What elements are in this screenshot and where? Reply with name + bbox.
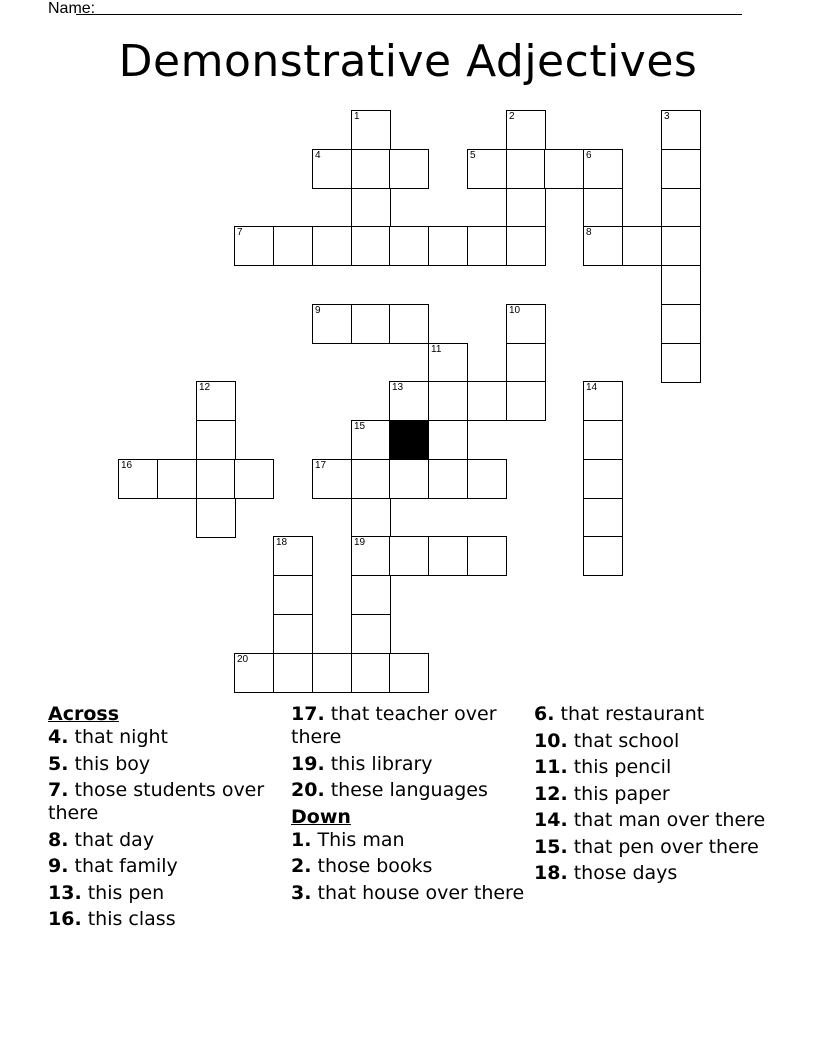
clue-text: that house over there [317,881,525,904]
clue-item [48,882,288,905]
clue-item [534,756,774,779]
grid-cell[interactable] [273,226,313,266]
cell-number: 19 [354,537,366,548]
grid-cell[interactable] [234,226,274,266]
grid-cell[interactable] [428,226,468,266]
grid-cell[interactable] [428,536,468,576]
cell-number: 15 [354,421,366,432]
clue-number: 16. [48,908,82,930]
grid-cell[interactable] [351,653,391,693]
grid-cell[interactable] [351,226,391,266]
cell-number: 5 [470,150,476,161]
grid-cell[interactable] [467,226,507,266]
grid-cell[interactable] [428,343,468,383]
name-field[interactable] [76,14,742,15]
clue-number: 4. [48,726,69,748]
grid-cell[interactable] [661,226,701,266]
grid-cell[interactable] [467,149,507,189]
clue-number: 2. [291,855,312,877]
clue-item [291,703,531,749]
grid-cell[interactable] [312,304,352,344]
cell-number: 4 [315,150,321,161]
cell-number: 6 [586,150,592,161]
clue-column-3 [534,703,774,889]
grid-cell[interactable] [389,381,429,421]
grid-cell[interactable] [351,498,391,538]
grid-cell[interactable] [467,536,507,576]
grid-cell[interactable] [583,381,623,421]
cell-number: 2 [509,111,515,122]
clue-number: 5. [48,752,69,775]
clue-item [534,730,774,753]
clue-text: that school [573,729,680,752]
grid-cell[interactable] [661,343,701,383]
grid-cell[interactable] [351,459,391,499]
section-heading: Down [291,805,351,828]
clue-number: 9. [48,855,69,877]
clue-number: 20. [291,779,325,801]
grid-cell[interactable] [467,381,507,421]
grid-cell[interactable] [583,459,623,499]
grid-cell[interactable] [506,188,546,228]
grid-cell[interactable] [583,188,623,228]
clue-number: 1. [291,828,312,851]
grid-cell[interactable] [351,536,391,576]
grid-cell[interactable] [544,149,584,189]
grid-cell[interactable] [389,304,429,344]
clue-text: that teacher over there [291,703,497,748]
clue-item [48,779,288,825]
grid-cell[interactable] [118,459,158,499]
grid-cell[interactable] [661,149,701,189]
grid-cell[interactable] [506,304,546,344]
grid-cell[interactable] [312,149,352,189]
clue-item [48,829,288,852]
grid-cell[interactable] [661,188,701,228]
grid-cell[interactable] [389,536,429,576]
clue-number: 6. [534,703,555,725]
grid-cell[interactable] [583,498,623,538]
cell-number: 8 [586,227,592,238]
grid-block [389,420,429,460]
grid-cell[interactable] [661,110,701,150]
grid-cell[interactable] [234,653,274,693]
cell-number: 3 [664,111,670,122]
clue-text: those days [573,862,678,884]
clue-text: this boy [74,752,151,775]
grid-cell[interactable] [351,110,391,150]
clue-item [534,783,774,806]
cell-number: 14 [586,382,598,393]
grid-cell[interactable] [506,343,546,383]
clue-item [291,855,531,878]
section-heading: Across [48,703,120,725]
clue-item [48,726,288,749]
clue-text: this pen [87,881,165,904]
clue-number: 12. [534,782,568,805]
grid-cell[interactable] [428,459,468,499]
clue-column-1 [48,703,288,935]
grid-cell[interactable] [351,614,391,654]
clue-text: those books [317,855,433,877]
grid-cell[interactable] [428,381,468,421]
clue-text: that day [74,828,155,851]
clue-text: this library [330,752,433,775]
clue-item [534,809,774,832]
clue-text: this class [87,908,176,930]
grid-cell[interactable] [661,265,701,305]
grid-cell[interactable] [351,304,391,344]
cell-number: 7 [237,227,243,238]
clue-number: 7. [48,779,69,801]
grid-cell[interactable] [312,459,352,499]
grid-cell[interactable] [273,575,313,615]
clue-item [48,855,288,878]
clue-number: 10. [534,729,568,752]
clue-item [291,779,531,802]
clue-text: that man over there [573,809,766,831]
cell-number: 13 [392,382,404,393]
cell-number: 16 [121,460,133,471]
cell-number: 17 [315,460,327,471]
cell-number: 1 [354,111,360,122]
clue-text: this pencil [573,756,672,778]
clue-item [534,703,774,726]
clue-number: 3. [291,881,312,904]
grid-cell[interactable] [506,149,546,189]
clue-item [291,829,531,852]
grid-cell[interactable] [234,459,274,499]
grid-cell[interactable] [428,420,468,460]
clue-item [534,836,774,859]
cell-number: 11 [431,344,442,355]
grid-cell[interactable] [157,459,197,499]
grid-cell[interactable] [506,226,546,266]
clue-text: those students over there [48,779,265,824]
clue-number: 15. [534,835,568,858]
clue-column-2 [291,703,531,908]
clue-number: 14. [534,809,568,831]
grid-cell[interactable] [273,614,313,654]
clue-text: that family [74,855,178,877]
clue-number: 8. [48,828,69,851]
grid-cell[interactable] [583,420,623,460]
grid-cell[interactable] [312,226,352,266]
grid-cell[interactable] [273,536,313,576]
clue-text: that pen over there [573,835,759,858]
grid-cell[interactable] [389,149,429,189]
grid-cell[interactable] [196,381,236,421]
grid-cell[interactable] [622,226,662,266]
clue-text: that restaurant [560,703,705,725]
grid-cell[interactable] [273,653,313,693]
cell-number: 20 [237,654,249,665]
grid-cell[interactable] [389,226,429,266]
clue-number: 11. [534,756,568,778]
grid-cell[interactable] [196,498,236,538]
clue-item [291,882,531,905]
clue-item [291,753,531,776]
page-title: Demonstrative Adjectives [118,36,698,87]
grid-cell[interactable] [351,149,391,189]
clue-number: 13. [48,881,82,904]
grid-cell[interactable] [196,420,236,460]
clue-text: this paper [573,782,670,805]
cell-number: 9 [315,305,321,316]
clue-number: 17. [291,703,325,725]
grid-cell[interactable] [583,149,623,189]
cell-number: 12 [199,382,211,393]
clue-text: This man [317,828,405,851]
clue-number: 19. [291,752,325,775]
clue-item [534,862,774,885]
grid-cell[interactable] [661,304,701,344]
cell-number: 18 [276,537,288,548]
grid-cell[interactable] [583,536,623,576]
grid-cell[interactable] [351,420,391,460]
grid-cell[interactable] [389,459,429,499]
grid-cell[interactable] [196,459,236,499]
clue-item [48,753,288,776]
grid-cell[interactable] [389,653,429,693]
grid-cell[interactable] [312,653,352,693]
grid-cell[interactable] [467,459,507,499]
cell-number: 10 [509,305,521,316]
clue-text: these languages [330,779,488,801]
grid-cell[interactable] [506,110,546,150]
clue-text: that night [74,726,168,748]
name-label: Name: [48,0,96,17]
grid-cell[interactable] [351,188,391,228]
grid-cell[interactable] [351,575,391,615]
grid-cell[interactable] [583,226,623,266]
clue-item [48,908,288,931]
grid-cell[interactable] [506,381,546,421]
clue-number: 18. [534,862,568,884]
